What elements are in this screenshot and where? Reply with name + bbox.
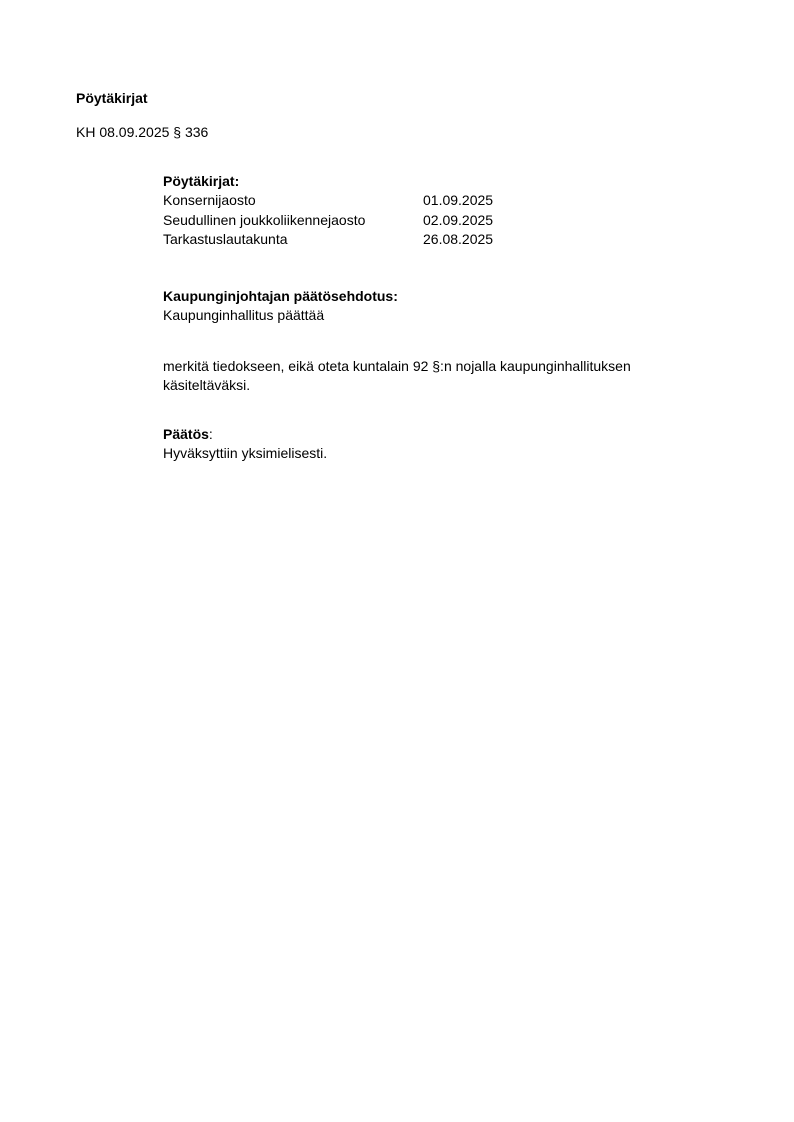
proposal-heading: Kaupunginjohtajan päätösehdotus: [163,287,398,304]
decision-heading: Päätös [163,425,209,442]
table-row [163,211,493,231]
minutes-body-name: Tarkastuslautakunta [163,231,288,247]
decision-heading-colon: : [208,425,213,442]
table-row [163,191,493,211]
minutes-date: 01.09.2025 [423,192,494,208]
decision-heading-line [163,425,663,444]
page-title: Pöytäkirjat [76,90,148,106]
decision-text: Hyväksyttiin yksimielisesti. [163,444,328,461]
meeting-reference: KH 08.09.2025 § 336 [76,124,209,140]
minutes-table [163,191,493,250]
proposal-section [163,287,663,395]
minutes-date: 26.08.2025 [423,231,494,247]
minutes-body-name: Konsernijaosto [163,192,256,208]
minutes-date: 02.09.2025 [423,211,494,228]
minutes-body-name: Seudullinen joukkoliikennejaosto [163,211,366,228]
proposal-intro: Kaupunginhallitus päättää [163,306,325,323]
decision-section [163,425,663,463]
proposal-text: merkitä tiedokseen, eikä oteta kuntalain 92 §:n nojalla kaupunginhallituksen käsiteltäväksi. [163,357,631,393]
document-body [163,172,663,463]
minutes-heading: Pöytäkirjat: [163,173,240,189]
table-row [163,230,493,250]
